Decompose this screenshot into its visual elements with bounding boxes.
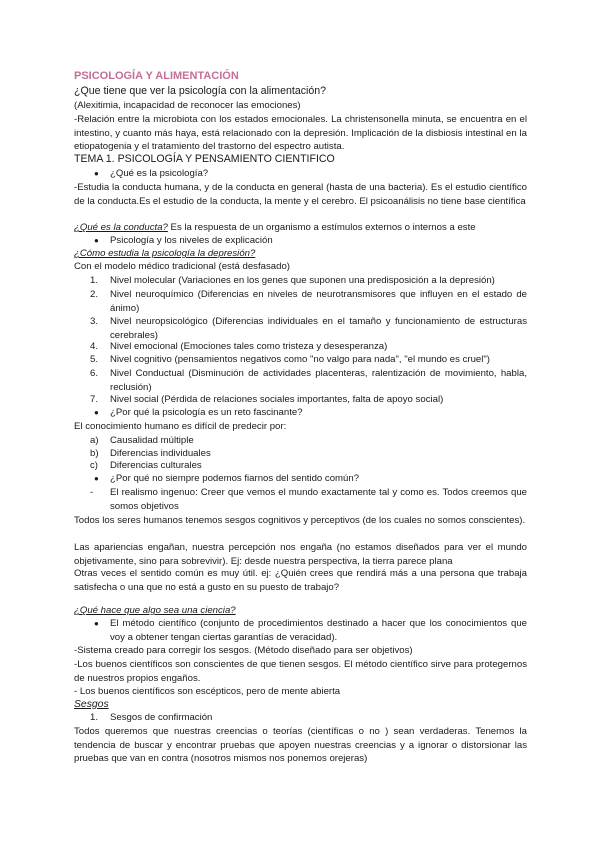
intro-question: ¿Que tiene que ver la psicología con la alimentación?	[74, 85, 327, 97]
bullet-icon: ●	[94, 474, 99, 483]
conocimiento-text: El conocimiento humano es difícil de predecir por:	[74, 421, 287, 432]
bullet-sentido-comun	[94, 472, 527, 486]
nivel-item	[90, 367, 527, 394]
sistema-text: -Sistema creado para corregir los sesgos. (Método diseñado para ser objetivos)	[74, 645, 413, 656]
dash-marker: -	[90, 487, 94, 498]
bullet-text: ¿Qué es la psicología?	[110, 168, 209, 179]
list-text: Diferencias culturales	[110, 460, 202, 471]
causa-item	[90, 459, 527, 473]
bullet-niveles	[94, 234, 527, 248]
list-number: 2.	[90, 289, 99, 300]
bullet-icon: ●	[94, 619, 99, 628]
list-text: Causalidad múltiple	[110, 435, 194, 446]
otras-paragraph: Otras veces el sentido común es muy útil. ej: ¿Quién crees que rendirá más a una persona que trabaja satisfecha o una que no está a gusto en su puesto de trabajo?	[74, 568, 527, 593]
nivel-item	[90, 393, 527, 407]
bullet-metodo	[94, 617, 527, 644]
bullet-icon: ●	[94, 408, 99, 417]
bullet-text: El método científico (conjunto de procedimientos destinado a hacer que los conocimientos que voy a obtener tengan ciertas garantías de veracidad).	[110, 618, 527, 643]
todos-sesgos-paragraph: Todos los seres humanos tenemos sesgos cognitivos y perceptivos (de los cuales no somos conscientes).	[74, 515, 526, 526]
list-number: 3.	[90, 316, 99, 327]
bullet-icon: ●	[94, 169, 99, 178]
list-letter: c)	[90, 460, 98, 471]
conducta-question: ¿Qué es la conducta?	[74, 222, 168, 233]
bullet-text: ¿Por qué no siempre podemos fiarnos del sentido común?	[110, 473, 360, 484]
nivel-item	[90, 288, 527, 315]
list-text: Nivel social (Pérdida de relaciones sociales importantes, falta de apoyo social)	[110, 394, 444, 405]
list-text: Nivel neuroquímico (Diferencias en niveles de neurotransmisores que influyen en el estado de ánimo)	[110, 289, 527, 314]
alexitimia-text: (Alexitimia, incapacidad de reconocer las emociones)	[74, 100, 301, 111]
list-number: 1.	[90, 275, 99, 286]
list-text: Nivel emocional (Emociones tales como tristeza y desesperanza)	[110, 341, 388, 352]
bullet-que-es-psicologia	[94, 167, 527, 181]
list-text: Nivel neuropsicológico (Diferencias individuales en el tamaño y funcionamiento de estructuras cerebrales)	[110, 316, 527, 341]
bullet-text: ¿Por qué la psicología es un reto fascinante?	[110, 407, 303, 418]
list-text: El realismo ingenuo: Creer que vemos el mundo exactamente tal y como es. Todos creemos que somos objetivos	[110, 487, 527, 512]
causa-item	[90, 434, 527, 448]
tema-heading: TEMA 1. PSICOLOGÍA Y PENSAMIENTO CIENTIFICO	[74, 153, 335, 165]
bullet-icon: ●	[94, 236, 99, 245]
buenos-cientificos-paragraph: -Los buenos científicos son conscientes de que tienen sesgos. El método científico sirve para protegernos de nuestros propios engaños.	[74, 659, 527, 684]
sesgos-heading: Sesgos	[74, 699, 109, 710]
list-number: 4.	[90, 341, 99, 352]
conducta-answer: Es la respuesta de un organismo a estímulos externos o internos a este	[167, 222, 476, 233]
list-letter: a)	[90, 435, 99, 446]
escepticos-text: - Los buenos científicos son escépticos, pero de mente abierta	[74, 686, 341, 697]
realismo-item	[90, 486, 527, 513]
list-text: Sesgos de confirmación	[110, 712, 213, 723]
document-title: PSICOLOGÍA Y ALIMENTACIÓN	[74, 70, 239, 82]
bullet-reto	[94, 406, 527, 420]
apariencias-paragraph: Las apariencias engañan, nuestra percepción nos engaña (no estamos diseñados para ver el mundo objetivamente, sino para sobrevivir). Ej: desde nuestra perspectiva, la tierra parece plana	[74, 542, 527, 567]
conducta-paragraph	[74, 221, 527, 235]
list-number: 7.	[90, 394, 99, 405]
todos-queremos-paragraph: Todos queremos que nuestras creencias o teorías (científicas o no ) sean verdaderas. Tenemos la tendencia de buscar y encontrar pruebas que apoyen nuestras creencias y a ignorar o distorsionar las pruebas que van en contra (nosotros mismos nos ponemos orejeras)	[74, 726, 527, 765]
list-number: 1.	[90, 712, 99, 723]
nivel-item	[90, 353, 527, 367]
list-text: Nivel cognitivo (pensamientos negativos como "no valgo para nada", "el mundo es cruel")	[110, 354, 490, 365]
list-letter: b)	[90, 448, 99, 459]
modelo-text: Con el modelo médico tradicional (está desfasado)	[74, 261, 290, 272]
list-text: Diferencias individuales	[110, 448, 211, 459]
sesgo-item	[90, 711, 527, 725]
estudia-paragraph: -Estudia la conducta humana, y de la conducta en general (hasta de una bacteria). Es el estudio científico de la conducta.Es el estudio de la conducta, la mente y el cerebro. El psicoanálisis no tiene base científica	[74, 182, 527, 207]
list-number: 6.	[90, 368, 99, 379]
microbiota-paragraph: -Relación entre la microbiota con los estados emocionales. La christensonella minuta, se encuentra en el intestino, y cuanto más haya, está relacionado con la depresión. Implicación de la disbiosis intestinal en la etiopatogenia y el tratamiento del trastorno del espectro autista.	[74, 114, 527, 153]
list-text: Nivel molecular (Variaciones en los genes que suponen una predisposición a la depresión)	[110, 275, 495, 286]
nivel-item	[90, 315, 527, 342]
bullet-text: Psicología y los niveles de explicación	[110, 235, 273, 246]
nivel-item	[90, 340, 527, 354]
como-estudia-heading: ¿Cómo estudia la psicología la depresión?	[74, 248, 256, 259]
nivel-item	[90, 274, 527, 288]
list-number: 5.	[90, 354, 99, 365]
ciencia-heading: ¿Qué hace que algo sea una ciencia?	[74, 605, 236, 616]
list-text: Nivel Conductual (Disminución de actividades placenteras, ralentización de movimiento, habla, reclusión)	[110, 368, 527, 393]
